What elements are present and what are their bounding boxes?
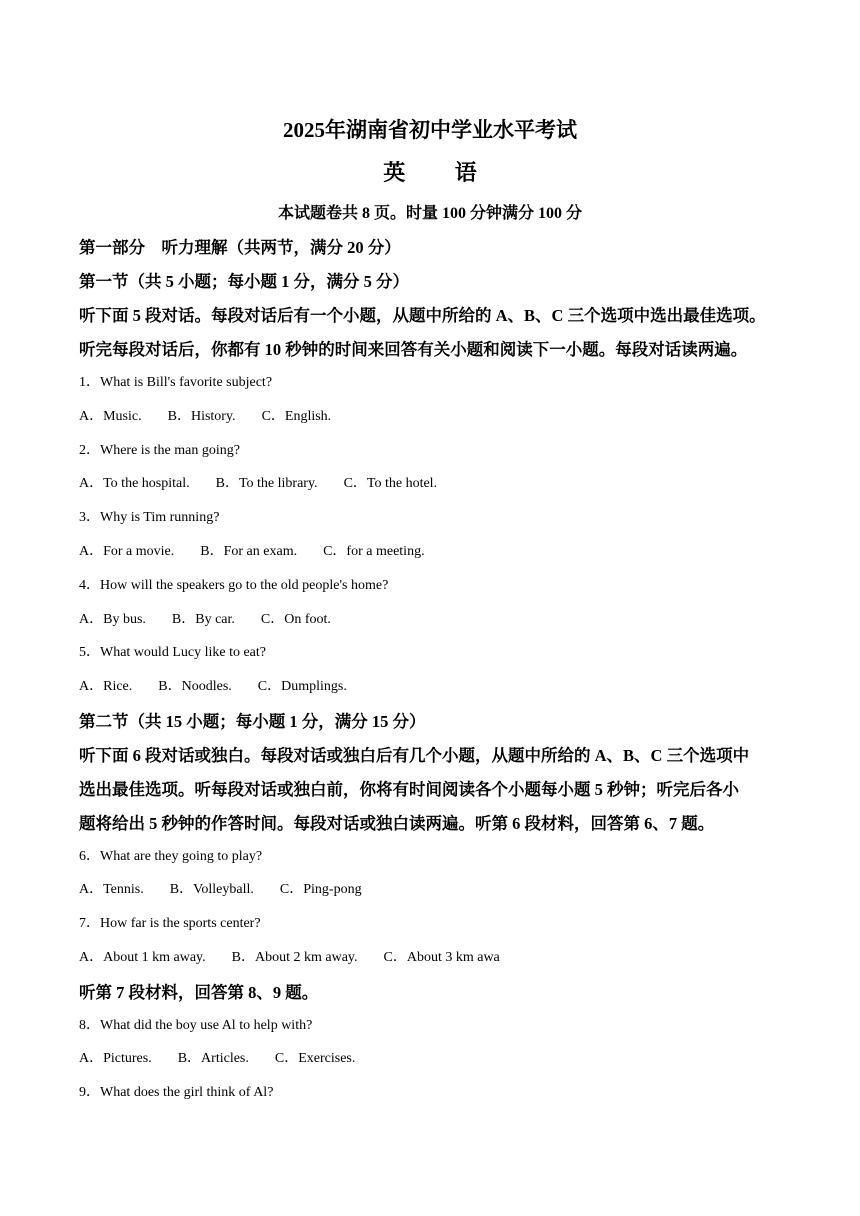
question-4-stem: 4．How will the speakers go to the old people's home?: [79, 578, 389, 593]
question-7-options: [79, 946, 500, 966]
question-3-option-b: B．For an exam.: [200, 544, 298, 559]
question-5-options: [79, 675, 347, 695]
section2-instructions-line3: 题将给出 5 秒钟的作答时间。每段对话或独白读两遍。听第 6 段材料，回答第 6、7 题。: [79, 814, 715, 833]
question-3-option-a: A．For a movie.: [79, 544, 175, 559]
question-6-options: [79, 878, 362, 898]
question-6-option-c: C．Ping-pong: [279, 882, 362, 897]
section1-heading: 第一节（共 5 小题；每小题 1 分，满分 5 分）: [79, 272, 409, 291]
question-2-option-b: B．To the library.: [215, 476, 318, 491]
question-6-option-a: A．Tennis.: [79, 882, 144, 897]
question-8-option-a: A．Pictures.: [79, 1051, 152, 1066]
question-4-option-a: A．By bus.: [79, 612, 146, 627]
section1-instructions-line2: 听完每段对话后，你都有 10 秒钟的时间来回答有关小题和阅读下一小题。每段对话读两遍。: [79, 340, 748, 359]
question-2-option-c: C．To the hotel.: [343, 476, 438, 491]
question-7-option-a: A．About 1 km away.: [79, 950, 206, 965]
question-3-option-c: C．for a meeting.: [323, 544, 425, 559]
question-6-option-b: B．Volleyball.: [169, 882, 254, 897]
question-2-stem: 2．Where is the man going?: [79, 443, 240, 458]
question-3-options: [79, 540, 425, 560]
question-5-option-b: B．Noodles.: [158, 679, 232, 694]
subject-title: 英 语: [383, 160, 499, 185]
question-2-option-a: A．To the hospital.: [79, 476, 190, 491]
question-8-option-c: C．Exercises.: [274, 1051, 356, 1066]
question-2-options: [79, 472, 437, 492]
question-5-stem: 5．What would Lucy like to eat?: [79, 645, 266, 660]
part1-heading: 第一部分 听力理解（共两节，满分 20 分）: [79, 238, 401, 257]
question-7-option-c: C．About 3 km awa: [383, 950, 500, 965]
question-3-stem: 3．Why is Tim running?: [79, 510, 220, 525]
question-5-option-a: A．Rice.: [79, 679, 133, 694]
question-7-option-b: B．About 2 km away.: [231, 950, 358, 965]
question-8-option-b: B．Articles.: [177, 1051, 249, 1066]
section1-instructions-line1: 听下面 5 段对话。每段对话后有一个小题，从题中所给的 A、B、C 三个选项中选出最佳选项。: [79, 306, 766, 325]
section2-instructions-line2: 选出最佳选项。听每段对话或独白前，你将有时间阅读各个小题每小题 5 秒钟；听完后各小: [79, 780, 739, 799]
question-4-options: [79, 608, 331, 628]
question-6-stem: 6．What are they going to play?: [79, 849, 263, 864]
question-1-option-c: C．English.: [261, 409, 332, 424]
question-1-option-b: B．History.: [167, 409, 236, 424]
question-1-stem: 1．What is Bill's favorite subject?: [79, 375, 273, 390]
question-1-options: [79, 405, 331, 425]
question-4-option-c: C．On foot.: [260, 612, 331, 627]
question-5-option-c: C．Dumplings.: [257, 679, 347, 694]
section2-instructions-line1: 听下面 6 段对话或独白。每段对话或独白后有几个小题，从题中所给的 A、B、C 三个选项中: [79, 746, 750, 765]
question-1-option-a: A．Music.: [79, 409, 142, 424]
exam-title: 2025年湖南省初中学业水平考试: [283, 118, 577, 142]
question-8-stem: 8．What did the boy use Al to help with?: [79, 1018, 313, 1033]
section2-heading: 第二节（共 15 小题；每小题 1 分，满分 15 分）: [79, 712, 426, 731]
question-7-stem: 7．How far is the sports center?: [79, 916, 261, 931]
question-9-stem: 9．What does the girl think of Al?: [79, 1085, 274, 1100]
exam-info: 本试题卷共 8 页。时量 100 分钟满分 100 分: [277, 205, 582, 222]
question-8-options: [79, 1047, 355, 1067]
question-4-option-b: B．By car.: [171, 612, 235, 627]
section2-material-7-instruction: 听第 7 段材料，回答第 8、9 题。: [79, 983, 319, 1002]
